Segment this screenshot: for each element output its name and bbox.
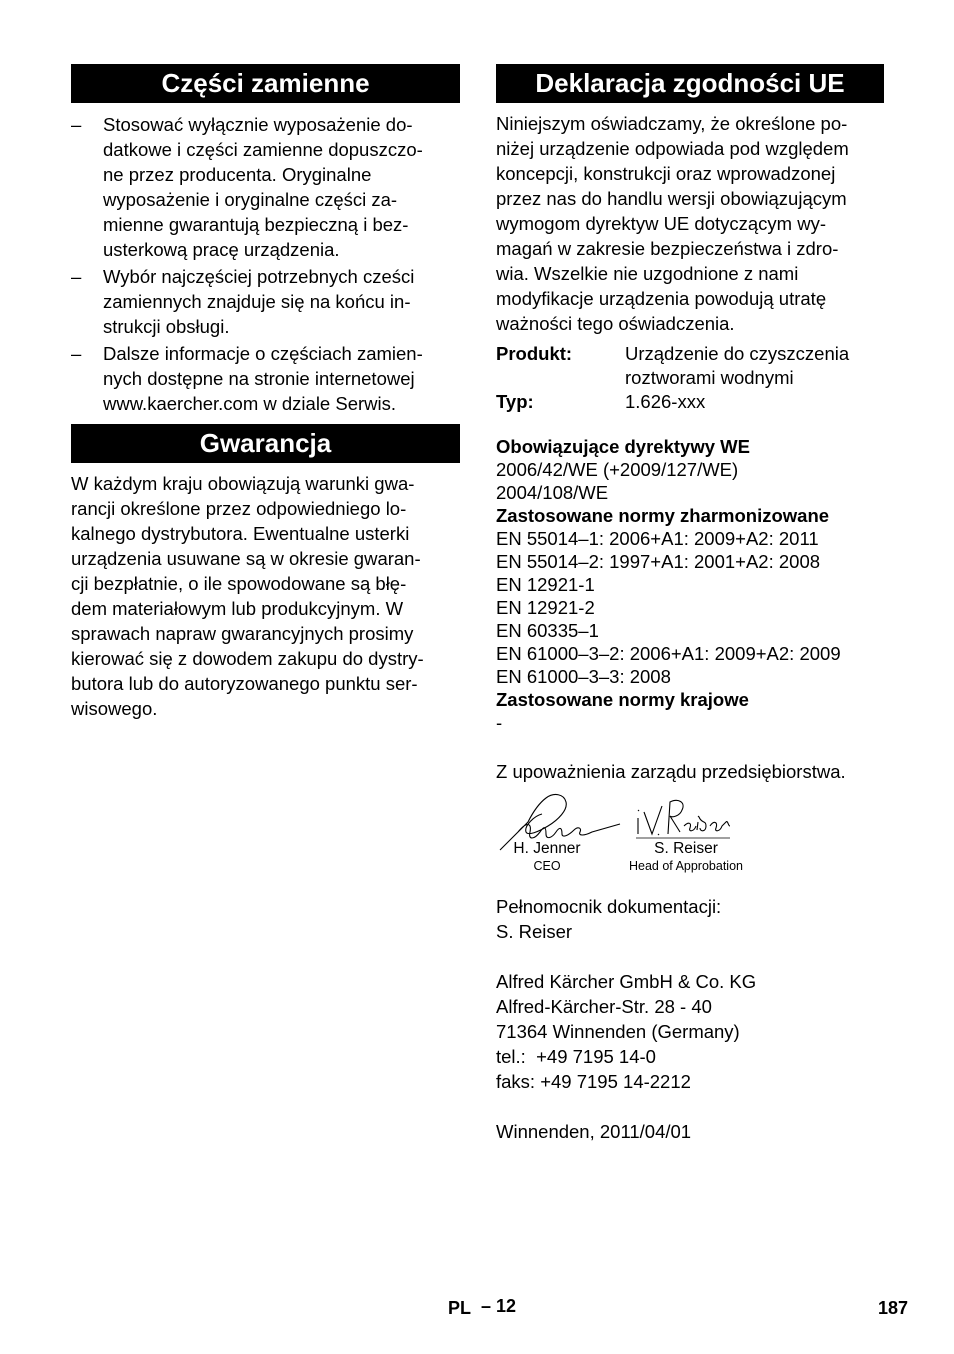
reiser-signature bbox=[634, 796, 732, 840]
address-line: faks: +49 7195 14-2212 bbox=[496, 1071, 691, 1092]
signature-jenner bbox=[504, 840, 590, 874]
signatures bbox=[496, 792, 884, 882]
list-item bbox=[71, 341, 460, 416]
product-label: Produkt: bbox=[496, 343, 573, 364]
list-item-text: Dalsze informacje o częściach zamien- nych dostępne na stronie internetowej www.kaercher.com w dziale Serwis. bbox=[103, 343, 423, 414]
national-value: - bbox=[496, 712, 503, 733]
harmonized-heading: Zastosowane normy zharmonizowane bbox=[496, 505, 830, 526]
signature-reiser bbox=[620, 840, 752, 874]
type-value: 1.626-xxx bbox=[625, 391, 706, 412]
type-label: Typ: bbox=[496, 391, 534, 412]
dash-bullet: – bbox=[71, 266, 82, 287]
standard-item: EN 55014–2: 1997+A1: 2001+A2: 2008 bbox=[496, 551, 821, 572]
footer-page-number: 187 bbox=[878, 1298, 909, 1318]
spare-parts-list bbox=[71, 112, 460, 416]
dash-bullet: – bbox=[71, 343, 82, 364]
product-row bbox=[496, 342, 884, 390]
national-heading: Zastosowane normy krajowe bbox=[496, 689, 749, 710]
list-item-text: Stosować wyłącznie wyposażenie do- datkowe i części zamienne dopuszczo- ne przez producenta. Oryginalne wyposażenie i oryginalne części za- mienne gwarantują bezpieczną i bez- usterkową pracę urządzenia. bbox=[103, 114, 423, 260]
directive-item: 2004/108/WE bbox=[496, 482, 609, 503]
dash-bullet: – bbox=[71, 114, 82, 135]
declaration-heading: Deklaracja zgodności UE bbox=[496, 64, 884, 103]
standard-item: EN 61000–3–2: 2006+A1: 2009+A2: 2009 bbox=[496, 643, 841, 664]
place-date: Winnenden, 2011/04/01 bbox=[496, 1121, 692, 1142]
signer-title: CEO bbox=[533, 859, 561, 873]
standard-item: EN 61000–3–3: 2008 bbox=[496, 666, 671, 687]
signer-name: H. Jenner bbox=[513, 840, 581, 857]
footer-language: PL bbox=[448, 1298, 472, 1318]
signer-title: Head of Approbation bbox=[629, 859, 743, 873]
standard-item: EN 12921-2 bbox=[496, 597, 595, 618]
list-item bbox=[71, 112, 460, 262]
documentation-block bbox=[496, 894, 884, 944]
standard-item: EN 55014–1: 2006+A1: 2009+A2: 2011 bbox=[496, 528, 819, 549]
authority-statement: Z upoważnienia zarządu przedsiębiorstwa. bbox=[496, 761, 846, 782]
warranty-heading: Gwarancja bbox=[71, 424, 460, 463]
address-block bbox=[496, 969, 884, 1094]
type-row bbox=[496, 390, 884, 414]
right-column bbox=[496, 64, 884, 1144]
directives-block bbox=[496, 435, 884, 734]
declaration-text: Niniejszym oświadczamy, że określone po- niżej urządzenie odpowiada pod względem koncepcji, konstrukcji oraz wprowadzonej przez nas do handlu wersji obowiązującym wymogom dyrektyw UE dotyczącym wy- magań w zakresie bezpieczeństwa i zdro- wia. Wszelkie nie uzgodnione z nami modyfikacje urządzenia powodują utratę ważności tego oświadczenia. bbox=[496, 113, 849, 334]
footer-section-page: – 12 bbox=[481, 1296, 517, 1316]
product-value: Urządzenie do czyszczenia roztworami wodnymi bbox=[625, 343, 850, 388]
standard-item: EN 60335–1 bbox=[496, 620, 599, 641]
product-table bbox=[496, 342, 884, 414]
list-item bbox=[71, 264, 460, 339]
address-line: tel.: +49 7195 14-0 bbox=[496, 1046, 656, 1067]
directive-item: 2006/42/WE (+2009/127/WE) bbox=[496, 459, 739, 480]
list-item-text: Wybór najczęściej potrzebnych cześci zamiennych znajduje się na końcu in- strukcji obsługi. bbox=[103, 266, 415, 337]
signer-name: S. Reiser bbox=[654, 840, 718, 857]
documentation-label: Pełnomocnik dokumentacji: bbox=[496, 896, 722, 917]
documentation-name: S. Reiser bbox=[496, 921, 573, 942]
address-line: Alfred-Kärcher-Str. 28 - 40 bbox=[496, 996, 712, 1017]
warranty-text: W każdym kraju obowiązują warunki gwa- rancji określone przez odpowiedniego lo- kalnego dystrybutora. Ewentualne usterki urządzenia usuwane są w okresie gwaran- cji bezpłatnie, o ile spowodowane są błę- dem materiałowym lub produkcyjnym. W sprawach napraw gwarancyjnych prosimy kierować się z dowodem zakupu do dystry- butora lub do autoryzowanego punktu ser- wisowego. bbox=[71, 473, 424, 719]
spare-parts-heading: Części zamienne bbox=[71, 64, 460, 103]
address-line: Alfred Kärcher GmbH & Co. KG bbox=[496, 971, 757, 992]
left-column bbox=[71, 64, 460, 721]
directives-heading: Obowiązujące dyrektywy WE bbox=[496, 436, 750, 457]
address-line: 71364 Winnenden (Germany) bbox=[496, 1021, 740, 1042]
standard-item: EN 12921-1 bbox=[496, 574, 595, 595]
